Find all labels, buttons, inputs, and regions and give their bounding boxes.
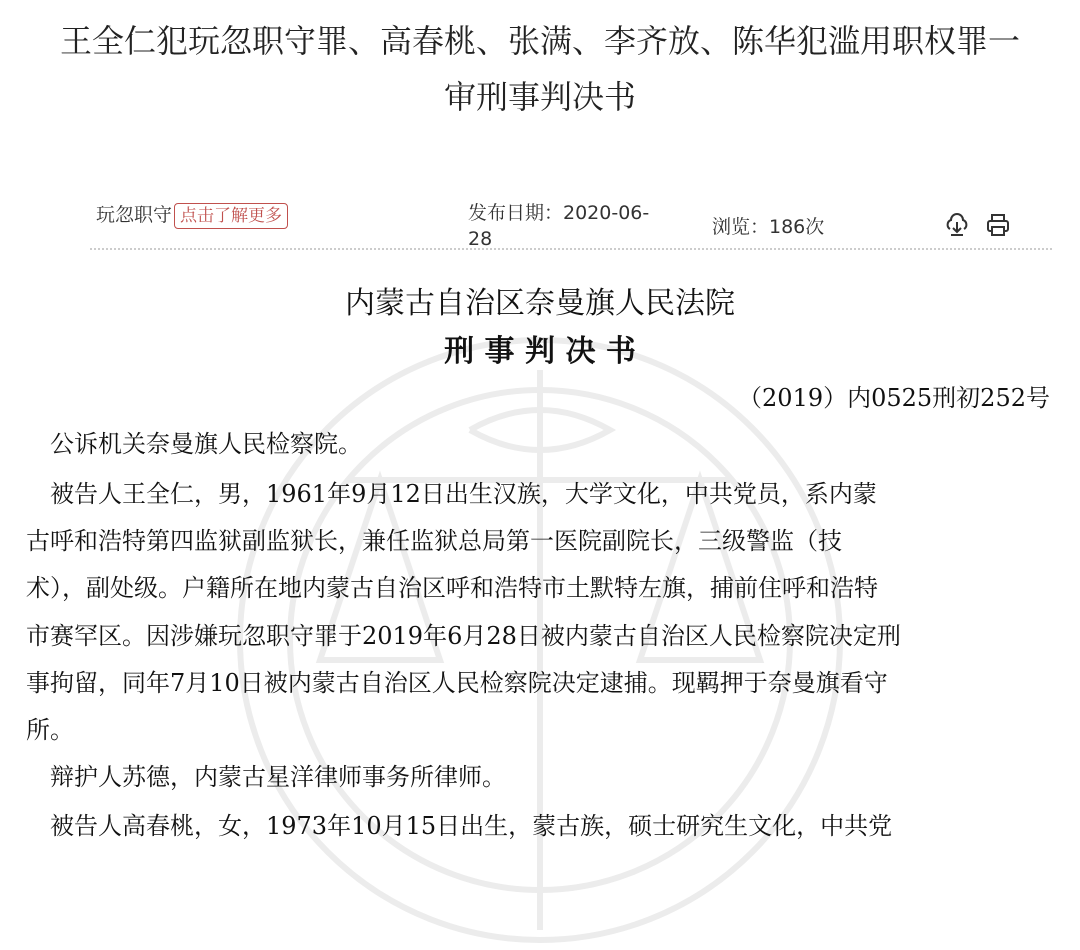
printer-icon[interactable] bbox=[985, 212, 1011, 238]
paragraph-line: 术），副处级。户籍所在地内蒙古自治区呼和浩特市土默特左旗，捕前住呼和浩特 bbox=[26, 574, 878, 602]
cloud-download-icon[interactable] bbox=[944, 212, 970, 238]
paragraph-line: 被告人王全仁，男，1961年9月12日出生汉族，大学文化，中共党员，系内蒙 bbox=[26, 480, 877, 508]
court-name: 内蒙古自治区奈曼旗人民法院 bbox=[345, 286, 735, 321]
category-label: 玩忽职守 bbox=[96, 204, 173, 226]
paragraph-line: 古呼和浩特第四监狱副监狱长，兼任监狱总局第一医院副院长，三级警监（技 bbox=[26, 527, 842, 555]
learn-more-button[interactable]: 点击了解更多 bbox=[174, 203, 288, 229]
page-title: 王全仁犯玩忽职守罪、高春桃、张满、李齐放、陈华犯滥用职权罪一 bbox=[59, 22, 1020, 60]
paragraph-line: 事拘留，同年7月10日被内蒙古自治区人民检察院决定逮捕。现羁押于奈曼旗看守 bbox=[26, 669, 888, 697]
document-type: 刑 事 判 决 书 bbox=[444, 334, 636, 369]
case-number: （2019）内0525刑初252号 bbox=[738, 384, 1050, 412]
publish-date-line1: 发布日期：2020-06- bbox=[468, 202, 650, 224]
paragraph-line: 被告人高春桃，女，1973年10月15日出生，蒙古族，硕士研究生文化，中共党 bbox=[26, 812, 893, 840]
view-count: 浏览：186次 bbox=[712, 216, 825, 238]
divider bbox=[90, 248, 1052, 250]
category-row bbox=[96, 200, 288, 229]
paragraph-line: 公诉机关奈曼旗人民检察院。 bbox=[26, 430, 362, 458]
publish-date-line2: 28 bbox=[468, 228, 493, 250]
paragraph-line: 所。 bbox=[26, 716, 74, 744]
paragraph-line: 辩护人苏德，内蒙古星洋律师事务所律师。 bbox=[26, 763, 506, 791]
page-title-line2: 审刑事判决书 bbox=[443, 78, 636, 116]
paragraph-line: 市赛罕区。因涉嫌玩忽职守罪于2019年6月28日被内蒙古自治区人民检察院决定刑 bbox=[26, 622, 901, 650]
publish-date bbox=[468, 200, 649, 252]
